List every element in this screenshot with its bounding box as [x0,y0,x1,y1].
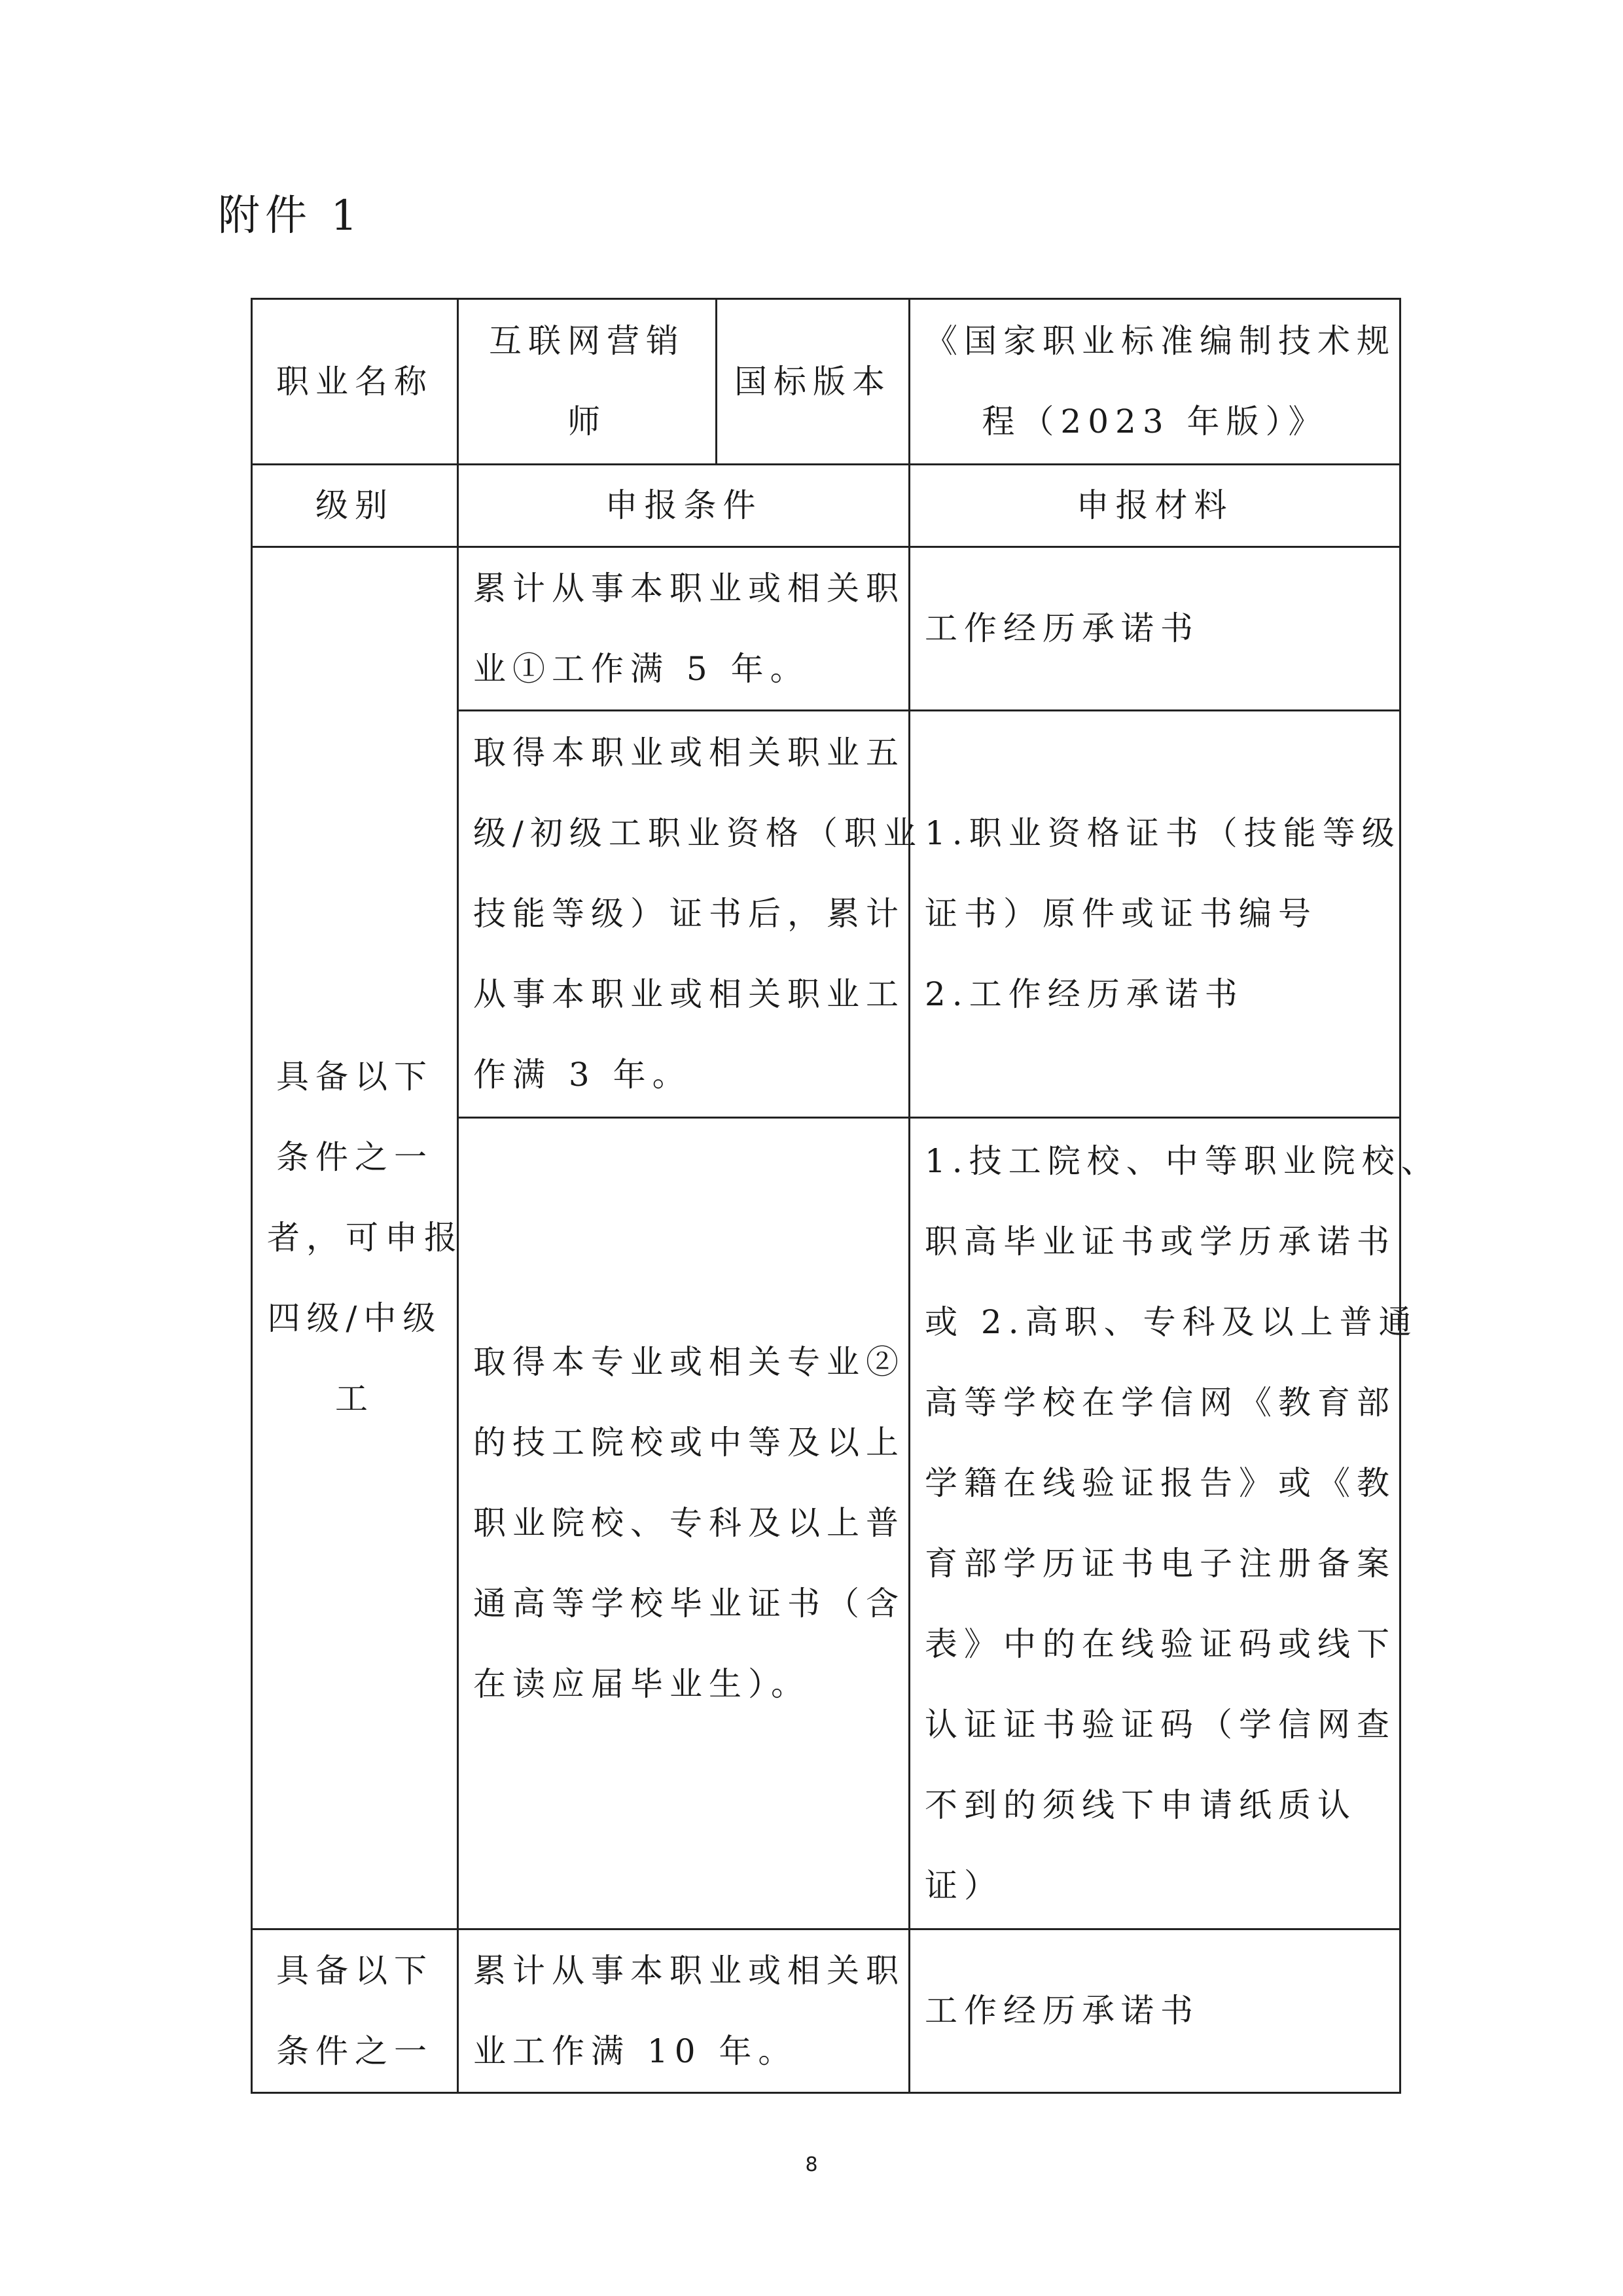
condition-line: 技能等级）证书后，累计 [473,895,905,933]
condition-line: 累计从事本职业或相关职 [473,569,905,607]
material-cell [910,711,1400,1118]
column-header-row [252,465,1400,547]
material-line: 表》中的在线验证码或线下 [925,1624,1396,1663]
occupation-row [252,299,1400,465]
page-number: 8 [805,2153,818,2176]
condition-line: 取得本专业或相关专业② [473,1343,905,1381]
condition-line: 通高等学校毕业证书（含 [473,1585,905,1623]
condition-line: 取得本职业或相关职业五 [473,734,905,772]
condition-line: 业①工作满 5 年。 [473,649,810,688]
table-row [252,547,1400,711]
condition-cell [458,1929,910,2093]
material-line: 2.工作经历承诺书 [925,975,1244,1013]
materials-column-header: 申报材料 [910,465,1400,547]
material-line: 工作经历承诺书 [925,1992,1200,2030]
condition-line: 业工作满 10 年。 [473,2032,798,2070]
standard-value-line: 程（2023 年版）》 [982,403,1328,440]
material-line: 职高毕业证书或学历承诺书 [925,1222,1396,1261]
attachment-label: 附件 1 [218,192,363,240]
standard-label: 国标版本 [717,299,910,465]
condition-line: 累计从事本职业或相关职 [473,1951,905,1990]
level-line: 条件之一 [276,2032,433,2070]
level-line: 者，可申报 [267,1219,463,1257]
occupation-label: 职业名称 [252,299,458,465]
level-line: 具备以下 [276,1058,433,1096]
material-line: 1.技工院校、中等职业院校、 [925,1141,1440,1180]
condition-line: 从事本职业或相关职业工 [473,975,905,1013]
level-line: 工 [335,1380,374,1418]
material-line: 学籍在线验证报告》或《教 [925,1463,1396,1502]
material-line: 工作经历承诺书 [925,609,1200,647]
material-line: 证） [925,1866,1003,1905]
condition-line: 的技工院校或中等及以上 [473,1424,905,1462]
level-line: 具备以下 [276,1951,433,1990]
occupation-value: 互联网营销师 [458,299,717,465]
condition-line: 作满 3 年。 [473,1056,692,1094]
material-line: 高等学校在学信网《教育部 [925,1383,1396,1422]
condition-line: 职业院校、专科及以上普 [473,1504,905,1542]
material-cell [910,1118,1440,1929]
material-line: 1.职业资格证书（技能等级 [925,814,1401,852]
material-cell [910,1929,1400,2093]
material-line: 不到的须线下申请纸质认 [925,1785,1357,1824]
level-cell [252,1929,458,2093]
level-line: 四级/中级 [267,1299,442,1337]
material-line: 认证证书验证码（学信网查 [925,1705,1396,1744]
standard-value-line: 《国家职业标准编制技术规 [925,322,1396,360]
conditions-column-header: 申报条件 [458,465,910,547]
condition-cell [458,547,910,711]
material-line: 或 2.高职、专科及以上普通 [925,1302,1418,1341]
condition-line: 级/初级工职业资格（职业 [473,814,923,852]
level-cell [252,547,463,1929]
condition-cell [458,711,923,1118]
material-line: 育部学历证书电子注册备案 [925,1544,1396,1583]
material-line: 证书）原件或证书编号 [925,895,1317,933]
condition-line: 在读应届毕业生）。 [473,1665,810,1703]
material-cell [910,547,1400,711]
table-row [252,1929,1400,2093]
condition-cell [458,1118,910,1929]
level-column-header: 级别 [252,465,458,547]
standard-value [910,299,1400,465]
application-requirements-table [251,298,1440,2094]
level-line: 条件之一 [276,1138,433,1176]
